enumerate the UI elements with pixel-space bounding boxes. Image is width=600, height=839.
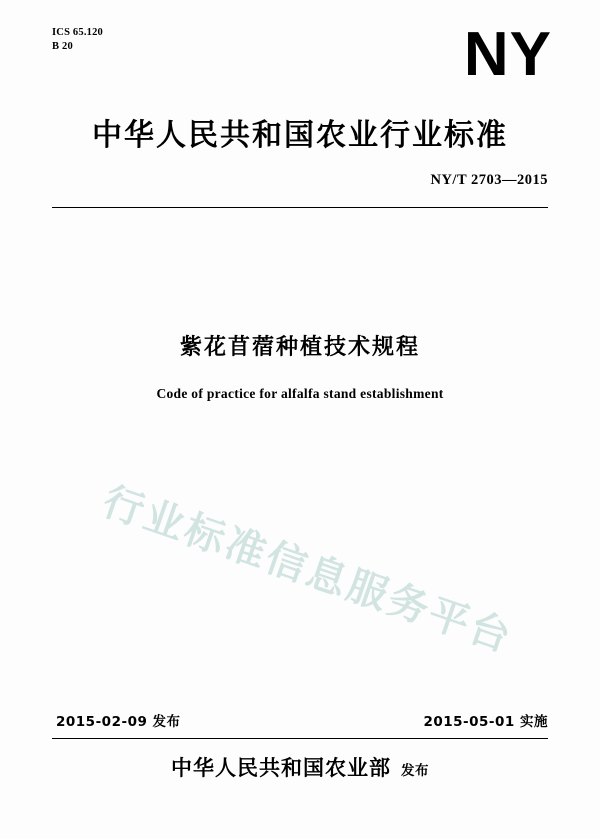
- ics-block: [52, 26, 103, 54]
- ics-code: ICS 65.120: [52, 27, 104, 38]
- footer-divider: [52, 738, 548, 739]
- standard-number: NY/T 2703—2015: [430, 172, 548, 188]
- publisher-suffix: 发布: [401, 763, 429, 779]
- classification-code: B 20: [52, 41, 73, 52]
- ny-logo: NY: [463, 20, 552, 89]
- publisher-name: 中华人民共和国农业部: [171, 756, 391, 780]
- watermark-text: 行业标准信息服务平台: [97, 478, 519, 662]
- header-divider: [52, 207, 548, 208]
- standard-org-title: 中华人民共和国农业行业标准: [92, 118, 508, 153]
- implementation-date: 2015-05-01 实施: [423, 714, 548, 730]
- publisher-line: [0, 752, 600, 782]
- document-title-chinese: 紫花苜蓿种植技术规程: [179, 335, 420, 360]
- document-title-english: Code of practice for alfalfa stand establishment: [156, 386, 444, 401]
- issue-date: 2015-02-09 发布: [56, 714, 181, 730]
